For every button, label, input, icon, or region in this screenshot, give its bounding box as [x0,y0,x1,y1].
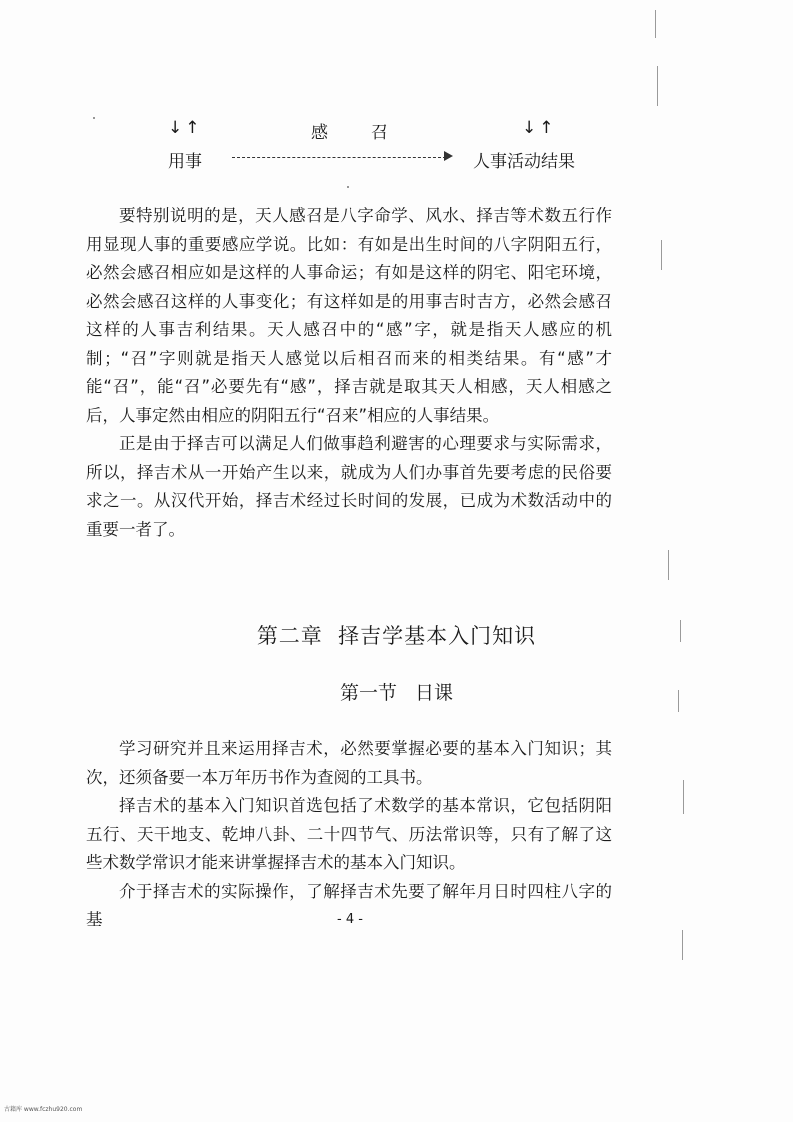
scan-edge-mark [657,66,658,106]
page-number: - 4 - [337,912,363,927]
scan-edge-mark [655,10,656,38]
scan-edge-mark [661,240,662,270]
body-text-bottom [86,735,612,935]
paragraph: 正是由于择吉可以满足人们做事趋利避害的心理要求与实际需求，所以，择吉术从一开始产生以来，就成为人们办事首先要考虑的民俗要求之一。从汉代开始，择吉术经过长时间的发展，已成为术数活动中的重要一者了。 [86,434,612,539]
scan-edge-mark [682,930,683,960]
diagram-node-left: 用事 [168,152,202,172]
paragraph: 学习研究并且来运用择吉术，必然要掌握必要的基本入门知识；其次，还须备要一本万年历书作为查阅的工具书。 [86,739,612,787]
site-watermark: 古籍库 www.fczhu920.com [4,1106,83,1113]
dashed-arrow-line [232,157,446,158]
diagram-bottom-row [0,147,793,172]
body-text-top [86,202,612,544]
section-title: 第一节 日课 [339,682,454,704]
paragraph: 介于择吉术的实际操作，了解择吉术先要了解年月日时四柱八字的基 [86,881,612,929]
chapter-title: 第二章 择吉学基本入门知识 [256,624,537,648]
arrow-right-icon [444,151,453,161]
scan-speck [347,186,349,188]
scan-edge-mark [668,550,669,580]
diagram-top-row [0,118,793,143]
paragraph: 要特别说明的是，天人感召是八字命学、风水、择吉等术数五行作用显现人事的重要感应学说。比如：有如是出生时间的八字阴阳五行，必然会感召相应如是这样的人事命运；有如是这样的阴宅、阳宅环境，必然会感召这样的人事变化；有这样如是的用事吉时吉方，必然会感召这样的人事吉利结果。天人感召中的“感”字，就是指天人感应的机制；“召”字则就是指天人感觉以后相召而来的相类结果。有“感”才能“召”，能“召”必要先有“感”，择吉就是取其天人相感，天人相感之后，人事定然由相应的阴阳五行“召来”相应的人事结果。 [86,206,612,425]
up-down-arrows-icon: ↓↑ [168,118,203,138]
diagram-label-zhao: 召 [371,123,388,143]
up-down-arrows-icon: ↓↑ [522,118,557,138]
scan-edge-mark [683,780,684,814]
diagram-label-gan: 感 [311,123,328,143]
paragraph: 择吉术的基本入门知识首选包括了术数学的基本常识，它包括阴阳五行、天干地支、乾坤八卦、二十四节气、历法常识等，只有了解了这些术数学常识才能来讲掌握择吉术的基本入门知识。 [86,796,612,872]
diagram-node-right: 人事活动结果 [473,152,575,172]
